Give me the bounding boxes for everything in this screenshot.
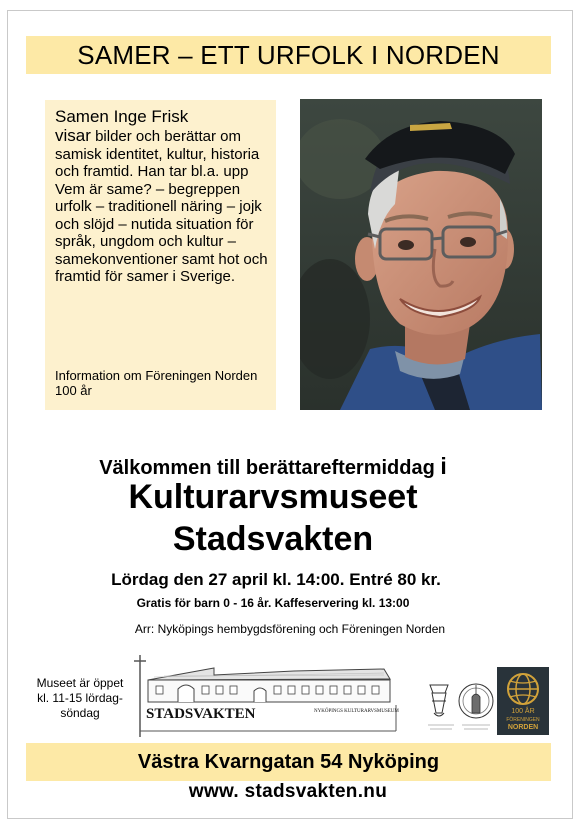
globe-emblem-icon	[497, 667, 549, 735]
website-link[interactable]: www. stadsvakten.nu	[188, 781, 388, 802]
speaker-photo	[300, 99, 542, 410]
info-note: Information om Föreningen Norden 100 år	[55, 368, 258, 398]
description-first-word: visar	[55, 126, 91, 145]
norden-logo-line-3: NORDEN	[507, 724, 539, 731]
poster-title: SAMER – ETT URFOLK I NORDEN	[77, 40, 500, 70]
foreningen-norden-logo	[497, 667, 549, 735]
address-banner	[26, 743, 551, 781]
open-hours-text: Museet är öppet kl. 11-15 lördag-söndag	[36, 676, 124, 720]
museum-logo-subtitle: NYKÖPINGS KULTURARVSMUSEUM	[314, 709, 399, 714]
description-box	[45, 100, 276, 410]
norden-logo-line-1: 100 ÅR	[511, 708, 535, 715]
welcome-text: Välkommen till berättareftermiddag	[99, 457, 435, 479]
speaker-photo-illustration	[300, 99, 542, 410]
description-text	[55, 127, 271, 286]
norden-logo-line-2: FÖRENINGEN	[506, 717, 540, 723]
organizer-line: Arr: Nyköpings hembygdsförening och Föreningen Norden	[134, 622, 446, 636]
welcome-line	[0, 453, 546, 480]
title-banner	[26, 36, 551, 74]
museum-building-illustration	[134, 653, 400, 737]
venue-line-2: Stadsvakten	[172, 520, 374, 558]
venue-line-1: Kulturarvsmuseet	[128, 478, 418, 516]
hembygd-emblem-icon	[424, 673, 496, 739]
emblem-logos	[424, 673, 496, 739]
date-line: Lördag den 27 april kl. 14:00. Entré 80 kr.	[111, 570, 441, 589]
address-text: Västra Kvarngatan 54 Nyköping	[137, 751, 440, 773]
welcome-suffix: i	[440, 453, 447, 479]
free-entry-line: Gratis för barn 0 - 16 år. Kaffeservering kl. 13:00	[136, 596, 410, 610]
museum-logo	[134, 653, 400, 737]
description-body: bilder och berättar om samisk identitet, kultur, historia och framtid. Han tar bl.a. upp Vem är same? – begreppen urfolk – traditionell näring – jojk och slöjd – nutida situation för språk, ungdom och kultur – samekonventioner samt hot och framtid för samer i Sverige.	[55, 128, 268, 285]
speaker-name: Samen Inge Frisk	[55, 107, 189, 126]
museum-logo-title: STADSVAKTEN	[146, 706, 256, 722]
